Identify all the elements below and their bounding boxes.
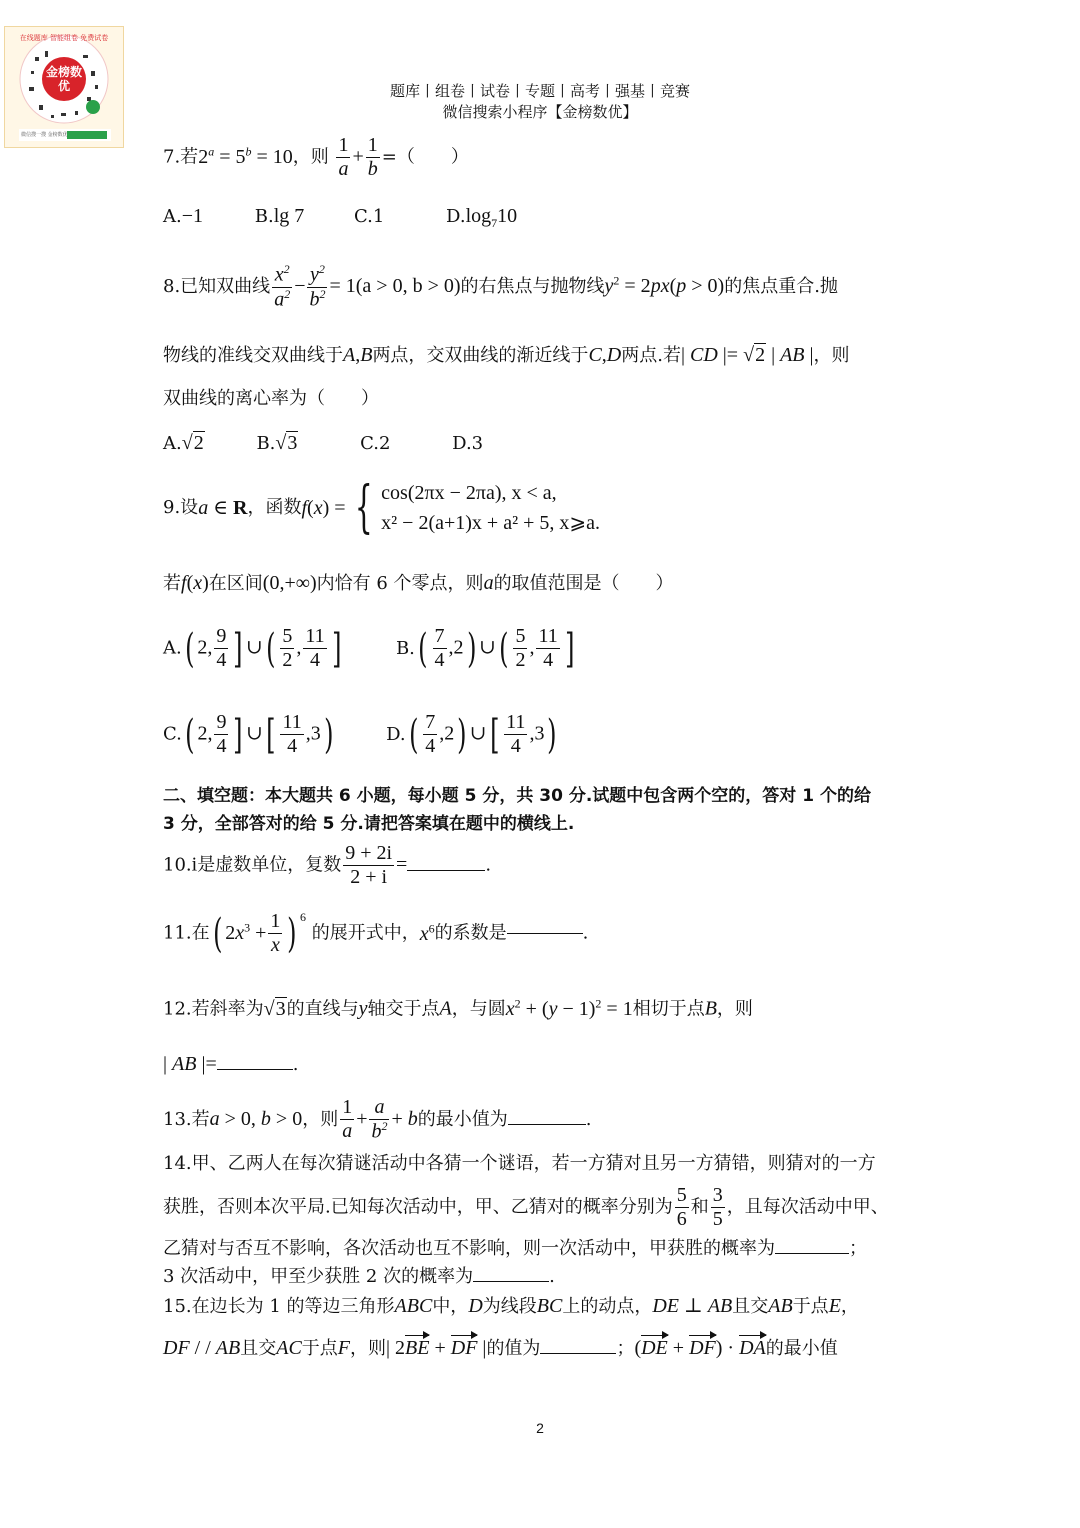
answer-blank-14a[interactable] — [775, 1253, 849, 1254]
answer-blank-15a[interactable] — [540, 1353, 616, 1354]
question-12: 12.若斜率为√3的直线与y轴交于点A，与圆$x^2 + (y - 1)^2 = 1$相切于点B，则 — [163, 996, 753, 1020]
question-8-options: A.√2 B.√3 C.2 D.3 — [163, 432, 484, 454]
section-2-heading: 二、填空题：本大题共 6 小题，每小题 5 分，共 30 分.试题中包含两个空的，答对 1 个的给 — [163, 786, 871, 806]
question-15-line-2: DF / / AB且交AC于点F，则| 2BE + DF |的值为 ；(DE + DF) · DA的最小值 — [163, 1337, 838, 1359]
answer-blank-14b[interactable] — [473, 1281, 549, 1282]
answer-blank-12[interactable] — [217, 1069, 293, 1070]
question-14-line-3: 乙猜对与否互不影响，各次活动也互不影响，则一次活动中，甲获胜的概率为 ； — [163, 1238, 867, 1259]
fraction-1-over-b: $\frac{1}{b}$ — [367, 134, 378, 180]
question-14-line-2: 获胜，否则本次平局.已知每次活动中，甲、乙猜对的概率分别为 $\frac{5}{6}$ 和 $\frac{3}{5}$ ，且每次活动中甲、 — [163, 1184, 889, 1230]
question-14: 14.甲、乙两人在每次猜谜活动中各猜一个谜语，若一方猜对且另一方猜错，则猜对的一方 — [163, 1153, 876, 1174]
question-8: 8.已知双曲线 $\frac{x^2}{a^2}$ − $\frac{y^2}{b^2}$ = 1(a > 0, b > 0)的右焦点与抛物线$y^2 = 2px(p > 0)$的焦点重合.抛 — [163, 262, 838, 311]
header-line-2: 微信搜索小程序【金榜数优】 — [442, 103, 638, 121]
logo-footer-text: 微信搜一搜 金榜数优 — [21, 132, 68, 138]
question-7-options: A.−1 B.lg 7 C.1 $D.\log_710$ — [163, 205, 518, 230]
logo-ring-text: 在线题库 智能组卷 免费试卷 — [19, 34, 109, 42]
answer-blank-13[interactable] — [508, 1124, 586, 1125]
question-15: 15.在边长为 1 的等边三角形ABC中，D为线段BC上的动点，DE ⊥ AB且交AB于点E， — [163, 1295, 859, 1317]
question-12-line-2: | AB |= . — [163, 1053, 299, 1075]
header-line-1: 题库丨组卷丨试卷丨专题丨高考丨强基丨竞赛 — [389, 82, 690, 100]
answer-blank-10[interactable] — [407, 870, 485, 871]
question-13: 13.若a > 0, b > 0，则 $\frac{1}{a}$ + $\frac{a}{b^2}$ + b的最小值为 . — [163, 1096, 592, 1143]
question-8-line-2: 物线的准线交双曲线于A,B两点，交双曲线的渐近线于C,D两点.若| CD |= √2 | AB |，则 — [163, 344, 850, 366]
question-8-line-3: 双曲线的离心率为（ ） — [163, 388, 379, 409]
fraction-1-over-a: $\frac{1}{a}$ — [338, 134, 349, 180]
page-number: 2 — [536, 1420, 544, 1436]
section-2-heading-line-2: 3 分，全部答对的给 5 分.请把答案填在题中的横线上. — [163, 814, 575, 834]
logo-center-text: 金榜数优 — [46, 65, 83, 93]
question-14-line-4: 3 次活动中，甲至少获胜 2 次的概率为 . — [163, 1266, 555, 1287]
question-7: 7.若$2^a = 5^b = 10$，则 $\frac{1}{a}$ + $\frac{1}{b}$ =（ ） — [163, 134, 469, 180]
question-11: 11.在( $2x^3$ + $\frac{1}{x}$ ) $^6$ 的展开式中，$x^6$的系数是 . — [163, 910, 589, 957]
question-10: 10.i是虚数单位，复数 $\frac{9 + 2i}{2 + i}$ = . — [163, 842, 492, 888]
question-9: 9.设a ∈ R，函数f(x) = { cos(2πx − 2πa), x < a, x² − 2(a+1)x + a² + 5, x⩾a. — [163, 475, 600, 540]
answer-blank-11[interactable] — [507, 933, 583, 934]
question-9-options-cd: C.( 2, $\frac{9}{4}$ ] ∪[ $\frac{11}{4}$ ,3) D.( $\frac{7}{4}$ ,2) ∪[ $\frac{11}{4}$ ,3) — [163, 711, 557, 758]
question-9-options-ab: A.( 2, $\frac{9}{4}$ ] ∪( $\frac{5}{2}$ , $\frac{11}{4}$ ] B.( $\frac{7}{4}$ ,2) ∪( $\frac{5}{2}$ , $\frac{11}{4}$ ] — [163, 625, 575, 672]
question-9-line-2: 若f(x)在区间(0,+∞)内恰有 6 个零点，则a的取值范围是（ ） — [163, 572, 674, 594]
